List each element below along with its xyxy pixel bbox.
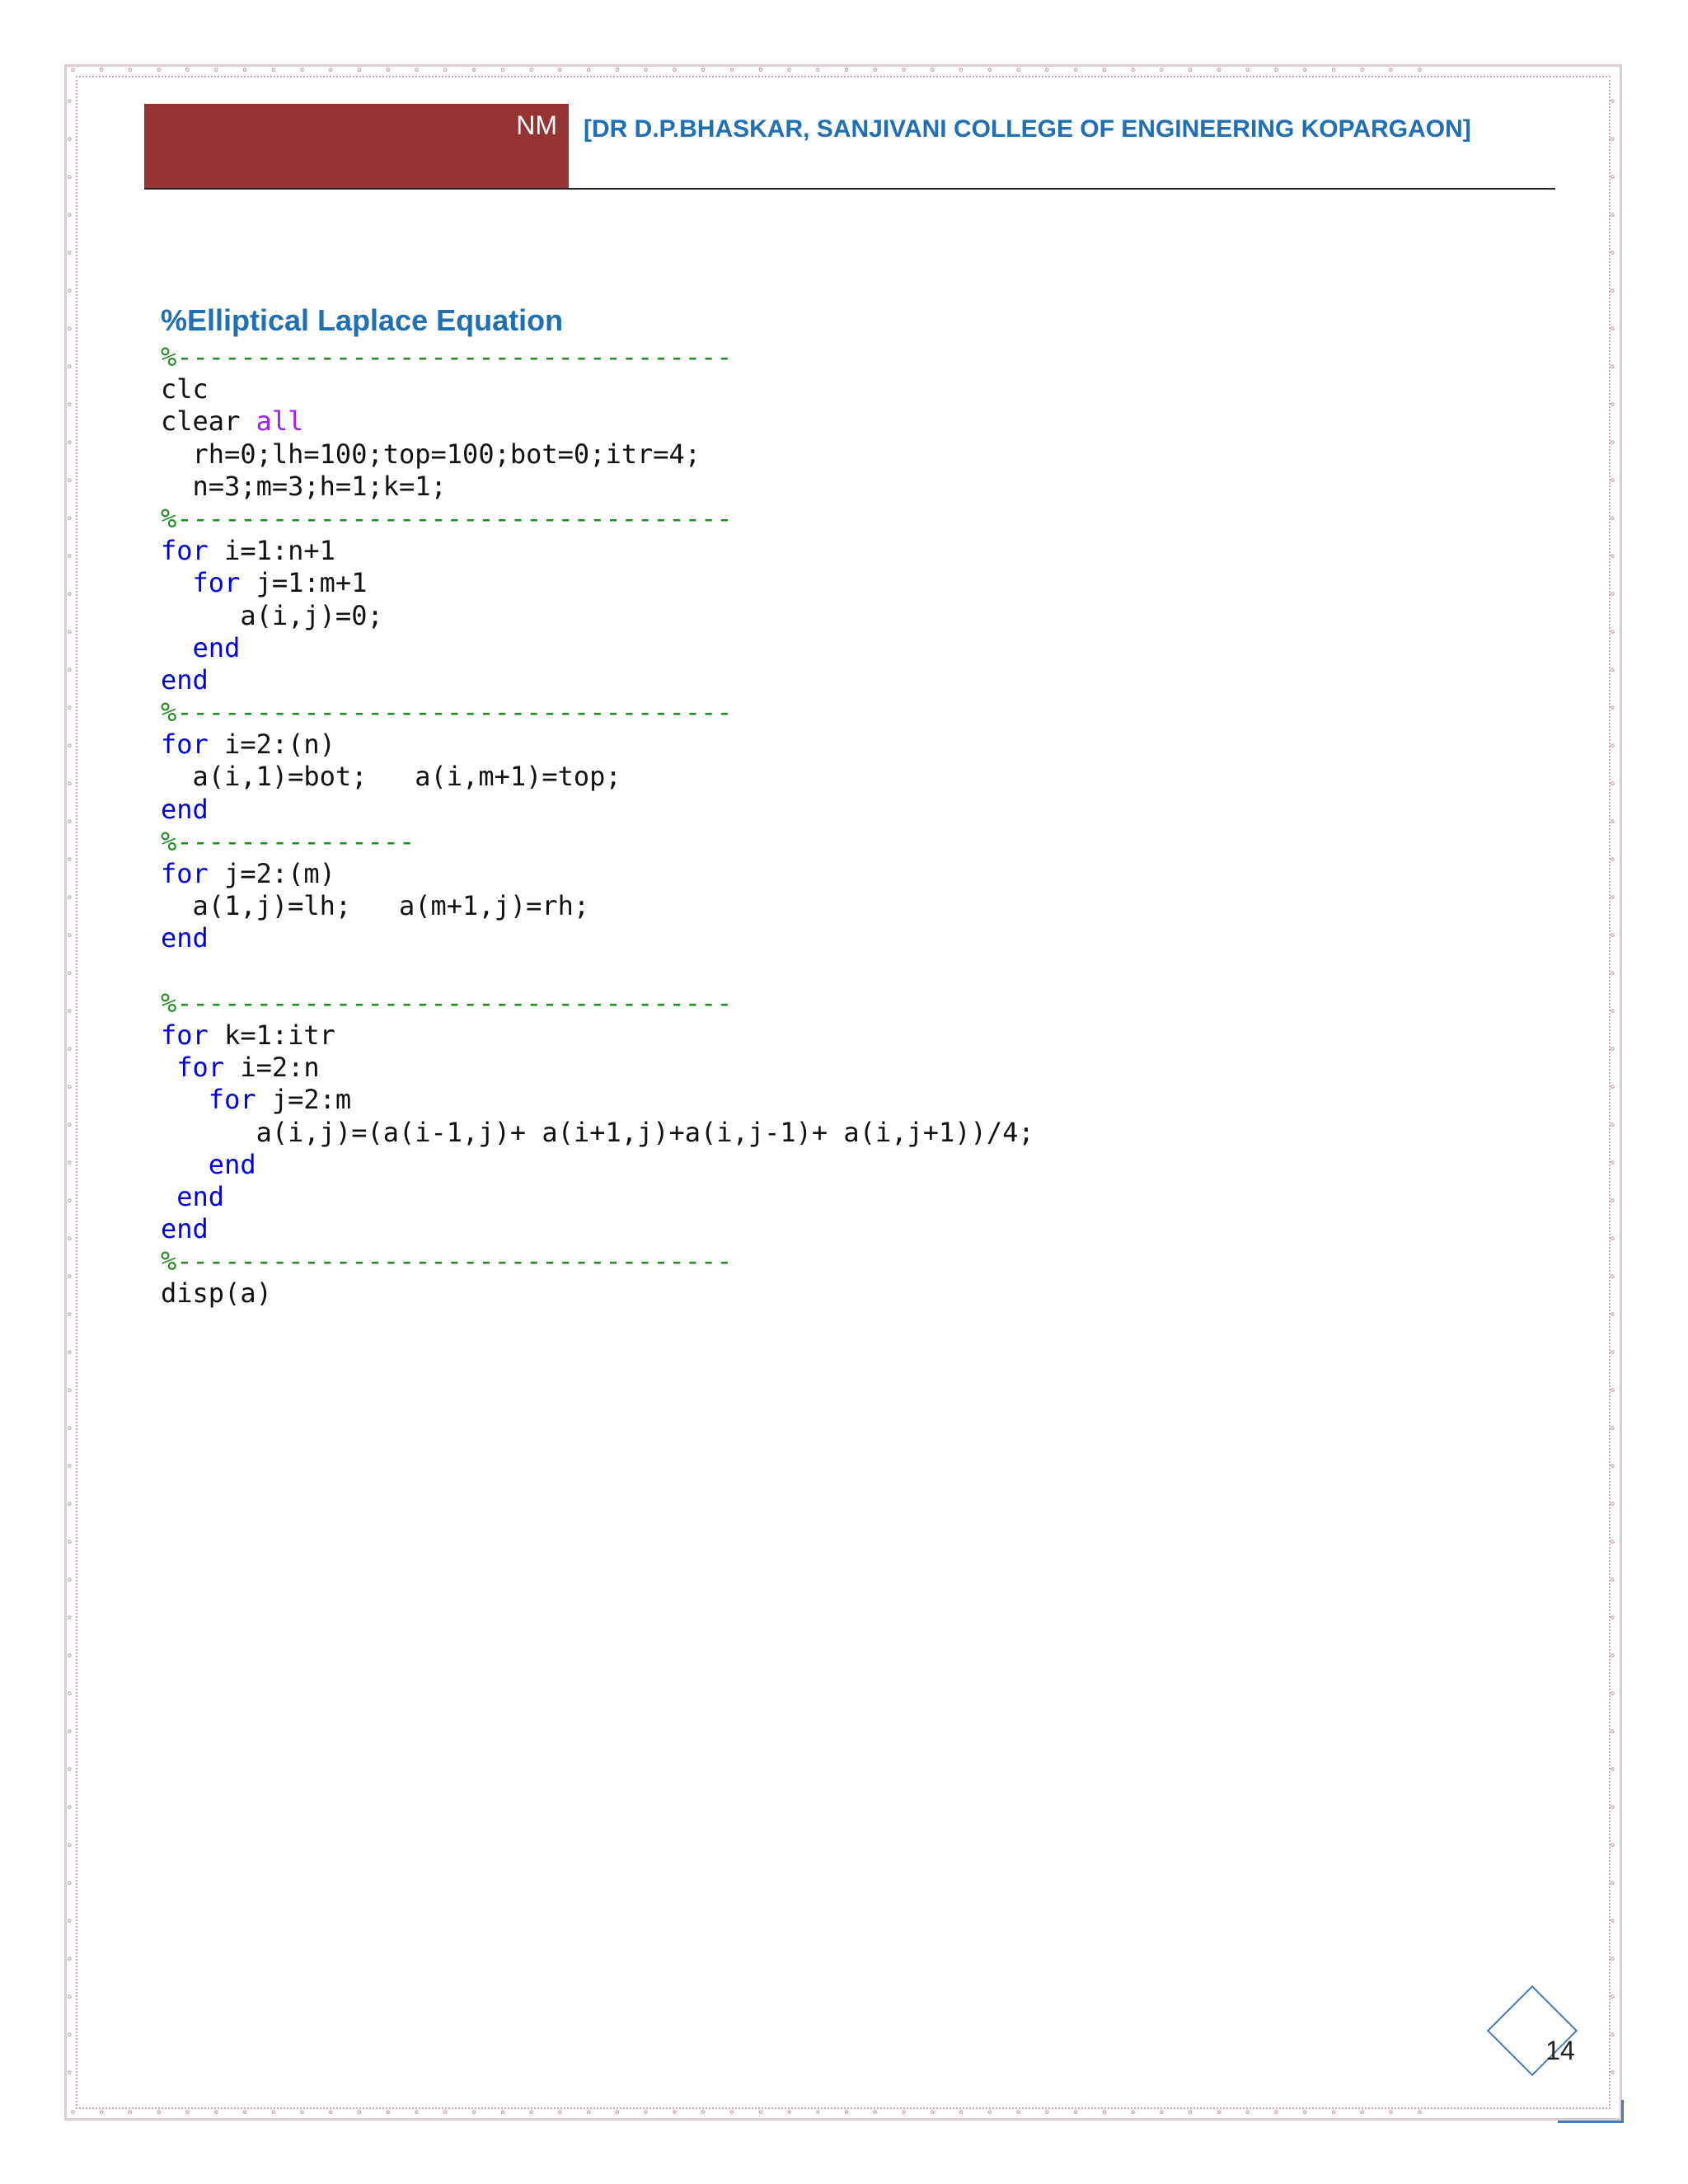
header-title: [DR D.P.BHASKAR, SANJIVANI COLLEGE OF ENGINEERING KOPARGAON] (584, 115, 1471, 143)
code-token-plain: j=2:(m) (208, 858, 335, 889)
code-token-comment: %----------------------------------- (161, 502, 733, 534)
code-token-plain: i=2:(n) (208, 729, 335, 761)
code-token-comment: %--------------- (161, 825, 415, 857)
code-token-comment: %----------------------------------- (161, 1245, 733, 1277)
code-token-kw: for (161, 1019, 209, 1051)
code-line (161, 987, 1397, 1019)
code-token-plain: j=2:m (256, 1084, 352, 1116)
code-line (161, 664, 1397, 696)
code-line (161, 1117, 1397, 1149)
code-line (161, 600, 1397, 632)
code-token-plain (161, 1084, 209, 1115)
code-token-plain: i=1:n+1 (208, 535, 335, 567)
code-line (161, 729, 1397, 761)
code-token-plain: disp(a) (161, 1277, 272, 1310)
header-abbreviation: NM (516, 110, 557, 140)
code-token-plain: clc (161, 373, 209, 405)
code-token-comment: %----------------------------------- (161, 987, 733, 1019)
code-line (161, 567, 1397, 599)
code-line (161, 955, 1397, 987)
code-token-plain (161, 1181, 176, 1212)
code-token-plain: i=2:n (224, 1052, 320, 1084)
code-line (161, 632, 1397, 664)
code-line (161, 890, 1397, 922)
code-token-plain: clear (161, 405, 256, 438)
section-heading: %Elliptical Laplace Equation (161, 303, 564, 337)
code-token-kw: end (192, 631, 241, 663)
border-ornament-bottom: ∘∘∘∘∘∘∘∘∘∘∘∘∘∘∘∘∘∘∘∘∘∘∘∘∘∘∘∘∘∘∘∘∘∘∘∘∘∘∘∘∘∘∘∘∘∘∘∘ (69, 2107, 1445, 2119)
code-token-kw: end (176, 1180, 225, 1212)
code-token-plain (161, 1052, 176, 1083)
code-token-comment: %----------------------------------- (161, 341, 733, 373)
code-line (161, 471, 1397, 503)
code-token-plain: k=1:itr (208, 1019, 335, 1051)
code-line (161, 1149, 1397, 1181)
code-token-plain (161, 1149, 209, 1180)
code-line (161, 1019, 1397, 1052)
code-token-plain: rh=0;lh=100;top=100;bot=0;itr=4; (161, 438, 701, 470)
code-token-plain: a(1,j)=lh; a(m+1,j)=rh; (161, 890, 590, 922)
code-token-kw: end (161, 922, 209, 954)
code-line (161, 535, 1397, 567)
code-token-plain: a(i,j)=(a(i-1,j)+ a(i+1,j)+a(i,j-1)+ a(i,j+1))/4; (161, 1116, 1034, 1148)
code-token-kw: for (208, 1084, 256, 1116)
code-token-comment: %----------------------------------- (161, 696, 733, 729)
page-number: 14 (1545, 2036, 1575, 2065)
code-token-plain (161, 632, 193, 663)
code-line (161, 696, 1397, 729)
code-token-plain: a(i,1)=bot; a(i,m+1)=top; (161, 761, 621, 793)
code-token-kw: end (161, 793, 209, 825)
code-token-kw: end (208, 1148, 256, 1180)
code-line (161, 341, 1397, 373)
code-token-plain (161, 567, 193, 598)
border-ornament-left: ∘∘∘∘∘∘∘∘∘∘∘∘∘∘∘∘∘∘∘∘∘∘∘∘∘∘∘∘∘∘∘∘∘∘∘∘∘∘∘∘∘∘∘∘∘∘∘∘∘∘∘∘∘ (66, 95, 73, 2079)
code-listing (161, 341, 1397, 1310)
code-line (161, 438, 1397, 471)
code-line (161, 922, 1397, 954)
code-token-plain: j=1:m+1 (240, 567, 368, 599)
code-line (161, 761, 1397, 793)
code-line (161, 1052, 1397, 1084)
code-token-kw: for (192, 567, 241, 599)
code-line (161, 405, 1397, 438)
code-token-kw: for (161, 858, 209, 889)
code-line (161, 1181, 1397, 1213)
border-ornament-right: ∘∘∘∘∘∘∘∘∘∘∘∘∘∘∘∘∘∘∘∘∘∘∘∘∘∘∘∘∘∘∘∘∘∘∘∘∘∘∘∘∘∘∘∘∘∘∘∘∘∘∘∘∘ (1609, 95, 1616, 2079)
code-token-kw: for (161, 535, 209, 567)
corner-mark (1558, 2100, 1624, 2123)
code-line (161, 503, 1397, 535)
code-line (161, 826, 1397, 858)
code-token-str: all (256, 405, 304, 438)
code-line (161, 1213, 1397, 1245)
code-token-plain: n=3;m=3;h=1;k=1; (161, 470, 447, 502)
code-token-plain: a(i,j)=0; (161, 599, 383, 631)
code-line (161, 1277, 1397, 1310)
code-line (161, 373, 1397, 405)
code-line (161, 858, 1397, 890)
border-ornament-top: ∘∘∘∘∘∘∘∘∘∘∘∘∘∘∘∘∘∘∘∘∘∘∘∘∘∘∘∘∘∘∘∘∘∘∘∘∘∘∘∘∘∘∘∘∘∘∘∘ (69, 64, 1445, 77)
code-line (161, 794, 1397, 826)
code-token-kw: end (161, 663, 209, 696)
code-line (161, 1084, 1397, 1116)
code-token-kw: for (161, 729, 209, 761)
code-token-kw: end (161, 1213, 209, 1245)
header-divider (144, 188, 1555, 190)
code-token-kw: for (176, 1052, 225, 1084)
code-line (161, 1245, 1397, 1277)
